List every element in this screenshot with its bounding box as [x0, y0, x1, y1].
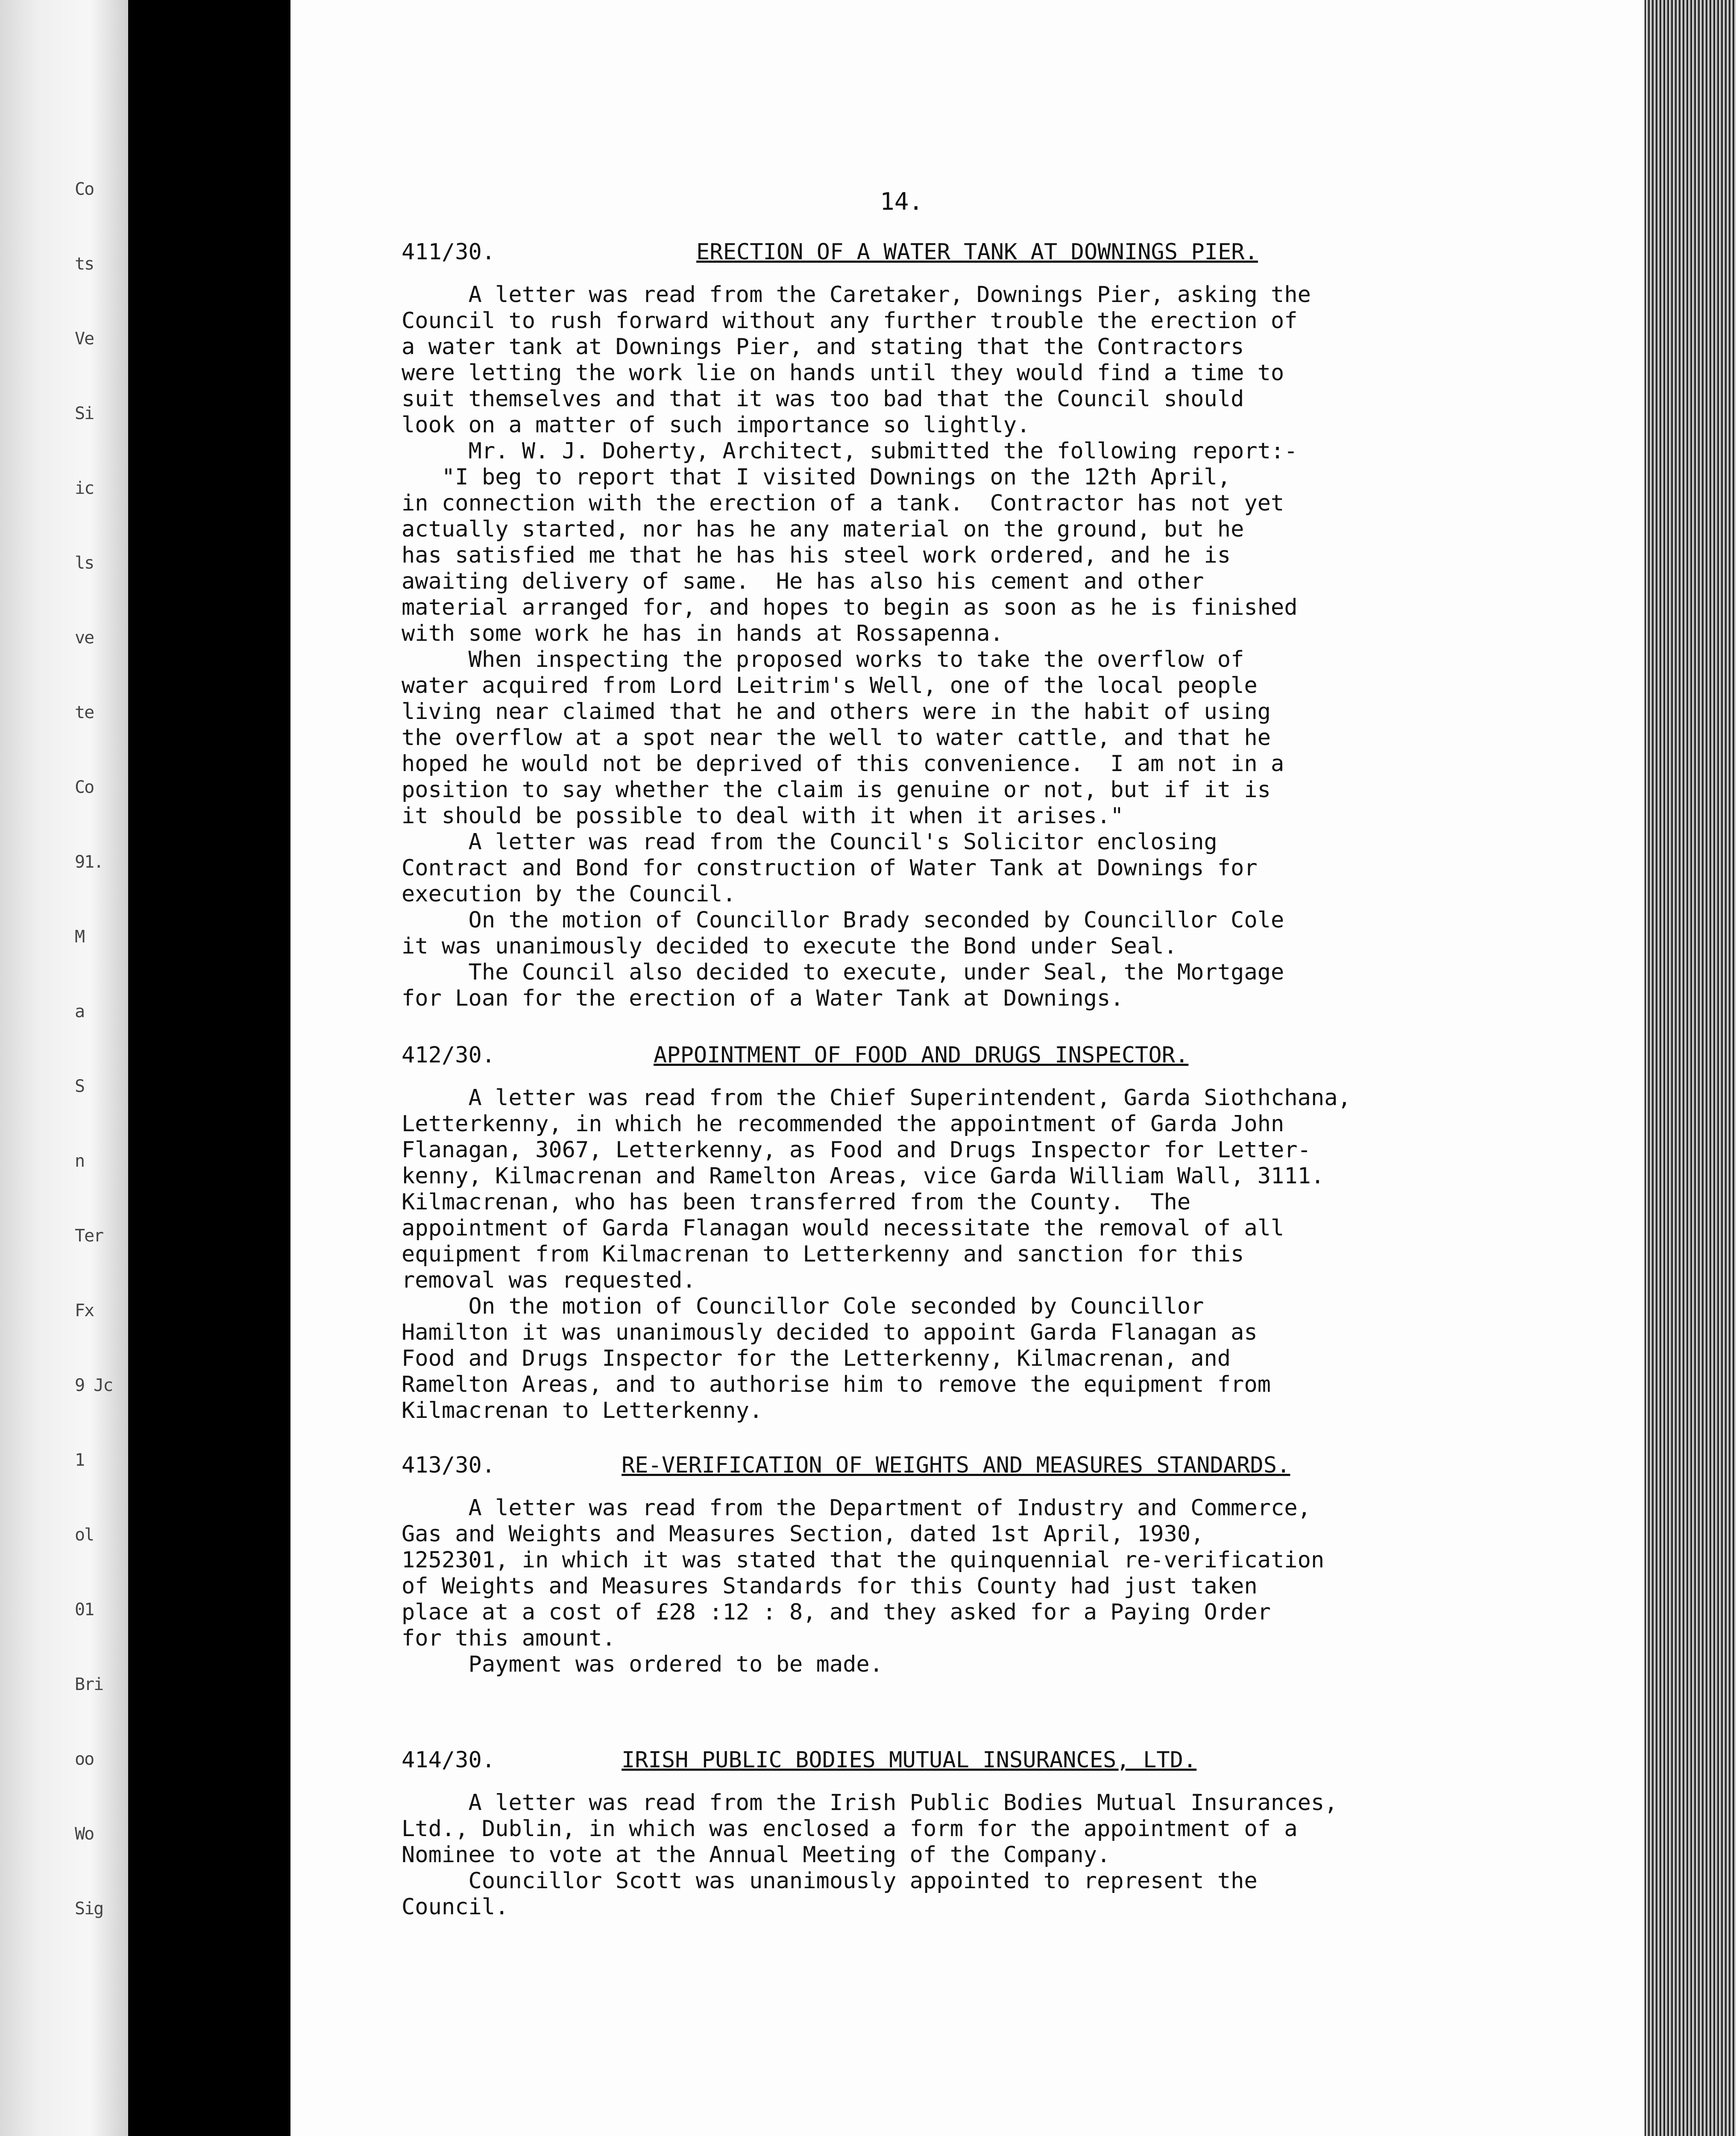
- facing-page-fragment: 91.: [75, 852, 103, 872]
- minute-414-30: [402, 1747, 1581, 1920]
- page-edge-stack: [1645, 0, 1736, 2136]
- text-line: kenny, Kilmacrenan and Ramelton Areas, vice Garda William Wall, 3111.: [402, 1163, 1325, 1189]
- text-line: A letter was read from the Department of Industry and Commerce,: [402, 1495, 1311, 1521]
- section-title: ERECTION OF A WATER TANK AT DOWNINGS PIER.: [696, 239, 1258, 265]
- text-line: Hamilton it was unanimously decided to appoint Garda Flanagan as: [402, 1320, 1258, 1345]
- text-line: Flanagan, 3067, Letterkenny, as Food and Drugs Inspector for Letter-: [402, 1137, 1311, 1163]
- section-body: [402, 282, 1581, 1012]
- facing-page-fragment: n: [75, 1151, 85, 1171]
- facing-page-fragment: Ve: [75, 329, 94, 349]
- text-line: execution by the Council.: [402, 881, 736, 907]
- text-line: On the motion of Councillor Brady seconded by Councillor Cole: [402, 907, 1284, 933]
- minute-number: 414/30.: [402, 1747, 496, 1773]
- text-line: removal was requested.: [402, 1268, 696, 1293]
- text-line: appointment of Garda Flanagan would necessitate the removal of all: [402, 1215, 1284, 1241]
- facing-page-fragment: ls: [75, 553, 94, 573]
- facing-page-fragment: Ter: [75, 1226, 103, 1246]
- text-line: Contract and Bond for construction of Water Tank at Downings for: [402, 855, 1258, 881]
- facing-page-fragment: Wo: [75, 1824, 94, 1844]
- facing-page-fragment: 9 Jc: [75, 1376, 113, 1395]
- facing-page-fragment: 1: [75, 1450, 85, 1470]
- text-line: A letter was read from the Council's Solicitor enclosing: [402, 829, 1217, 855]
- facing-page-fragment: M: [75, 927, 85, 947]
- facing-page-fragment: ol: [75, 1525, 94, 1545]
- text-line: Councillor Scott was unanimously appointed to represent the: [402, 1868, 1258, 1894]
- facing-page-fragment: Fx: [75, 1301, 94, 1320]
- text-line: Mr. W. J. Doherty, Architect, submitted the following report:-: [402, 438, 1298, 464]
- facing-page-fragment: Bri: [75, 1675, 103, 1694]
- minute-number: 412/30.: [402, 1042, 496, 1068]
- minute-411-30: [402, 239, 1581, 1012]
- text-line: actually started, nor has he any material on the ground, but he: [402, 516, 1244, 542]
- facing-page-fragment: ic: [75, 478, 94, 498]
- text-line: place at a cost of £28 :12 : 8, and they asked for a Paying Order: [402, 1599, 1271, 1625]
- section-body: [402, 1495, 1581, 1678]
- facing-page-fragment: te: [75, 703, 94, 722]
- text-line: it was unanimously decided to execute the Bond under Seal.: [402, 933, 1177, 959]
- text-line: On the motion of Councillor Cole seconded by Councillor: [402, 1294, 1204, 1319]
- facing-page-fragment: Co: [75, 179, 94, 199]
- text-line: suit themselves and that it was too bad that the Council should: [402, 386, 1244, 412]
- text-line: awaiting delivery of same. He has also his cement and other: [402, 569, 1204, 594]
- text-line: material arranged for, and hopes to begin as soon as he is finished: [402, 595, 1298, 620]
- text-line: with some work he has in hands at Rossapenna.: [402, 621, 1003, 646]
- text-line: has satisfied me that he has his steel work ordered, and he is: [402, 543, 1231, 568]
- section-title: APPOINTMENT OF FOOD AND DRUGS INSPECTOR.: [654, 1042, 1189, 1068]
- text-line: living near claimed that he and others were in the habit of using: [402, 699, 1271, 725]
- minute-number: 411/30.: [402, 239, 496, 265]
- text-line: a water tank at Downings Pier, and stating that the Contractors: [402, 334, 1244, 360]
- text-line: A letter was read from the Chief Superintendent, Garda Siothchana,: [402, 1085, 1351, 1111]
- text-line: equipment from Kilmacrenan to Letterkenny and sanction for this: [402, 1241, 1244, 1267]
- text-line: A letter was read from the Irish Public Bodies Mutual Insurances,: [402, 1790, 1338, 1816]
- minute-number: 413/30.: [402, 1452, 496, 1478]
- text-line: Food and Drugs Inspector for the Letterkenny, Kilmacrenan, and: [402, 1346, 1231, 1371]
- left-page-strip: [0, 0, 128, 2136]
- text-line: Nominee to vote at the Annual Meeting of the Company.: [402, 1842, 1111, 1868]
- facing-page-fragment: Si: [75, 404, 94, 423]
- text-line: Letterkenny, in which he recommended the appointment of Garda John: [402, 1111, 1284, 1137]
- text-line: for this amount.: [402, 1625, 616, 1651]
- text-line: for Loan for the erection of a Water Tank at Downings.: [402, 986, 1124, 1011]
- section-heading: [402, 1042, 1581, 1077]
- text-line: Gas and Weights and Measures Section, dated 1st April, 1930,: [402, 1521, 1204, 1547]
- text-line: "I beg to report that I visited Downings on the 12th April,: [402, 464, 1231, 490]
- section-title: RE-VERIFICATION OF WEIGHTS AND MEASURES STANDARDS.: [622, 1452, 1290, 1478]
- text-line: The Council also decided to execute, under Seal, the Mortgage: [402, 959, 1284, 985]
- section-heading: [402, 1747, 1581, 1781]
- facing-page-fragment: Sig: [75, 1899, 103, 1919]
- text-line: Payment was ordered to be made.: [402, 1652, 883, 1677]
- text-line: When inspecting the proposed works to take the overflow of: [402, 647, 1244, 672]
- text-line: in connection with the erection of a tank. Contractor has not yet: [402, 490, 1284, 516]
- text-line: look on a matter of such importance so lightly.: [402, 412, 1030, 438]
- text-line: Council to rush forward without any further trouble the erection of: [402, 308, 1298, 334]
- text-line: the overflow at a spot near the well to water cattle, and that he: [402, 725, 1271, 751]
- facing-page-fragment: a: [75, 1002, 85, 1021]
- text-line: position to say whether the claim is genuine or not, but if it is: [402, 777, 1271, 803]
- text-line: of Weights and Measures Standards for this County had just taken: [402, 1573, 1258, 1599]
- text-line: Ramelton Areas, and to authorise him to remove the equipment from: [402, 1372, 1271, 1397]
- text-line: were letting the work lie on hands until they would find a time to: [402, 360, 1284, 386]
- text-line: Ltd., Dublin, in which was enclosed a form for the appointment of a: [402, 1816, 1298, 1842]
- section-body: [402, 1790, 1581, 1920]
- binding-gutter: [128, 0, 290, 2136]
- facing-page-fragment: 01: [75, 1600, 94, 1620]
- text-line: it should be possible to deal with it when it arises.": [402, 803, 1124, 829]
- facing-page-fragment: ts: [75, 254, 94, 274]
- page-number: 14.: [880, 188, 924, 216]
- facing-page-fragment: oo: [75, 1749, 94, 1769]
- section-heading: [402, 239, 1581, 273]
- facing-page-fragment: ve: [75, 628, 94, 648]
- text-line: A letter was read from the Caretaker, Downings Pier, asking the: [402, 282, 1311, 308]
- text-line: Council.: [402, 1894, 509, 1920]
- text-line: 1252301, in which it was stated that the quinquennial re-verification: [402, 1547, 1325, 1573]
- section-heading: [402, 1452, 1581, 1487]
- facing-page-fragment: S: [75, 1077, 85, 1096]
- text-line: Kilmacrenan, who has been transferred from the County. The: [402, 1189, 1191, 1215]
- section-body: [402, 1085, 1581, 1424]
- facing-page-fragment: Co: [75, 778, 94, 797]
- minute-413-30: [402, 1452, 1581, 1678]
- text-line: hoped he would not be deprived of this convenience. I am not in a: [402, 751, 1284, 777]
- text-line: Kilmacrenan to Letterkenny.: [402, 1398, 763, 1423]
- text-line: water acquired from Lord Leitrim's Well, one of the local people: [402, 673, 1258, 698]
- section-title: IRISH PUBLIC BODIES MUTUAL INSURANCES, LTD.: [622, 1747, 1197, 1773]
- minute-412-30: [402, 1042, 1581, 1424]
